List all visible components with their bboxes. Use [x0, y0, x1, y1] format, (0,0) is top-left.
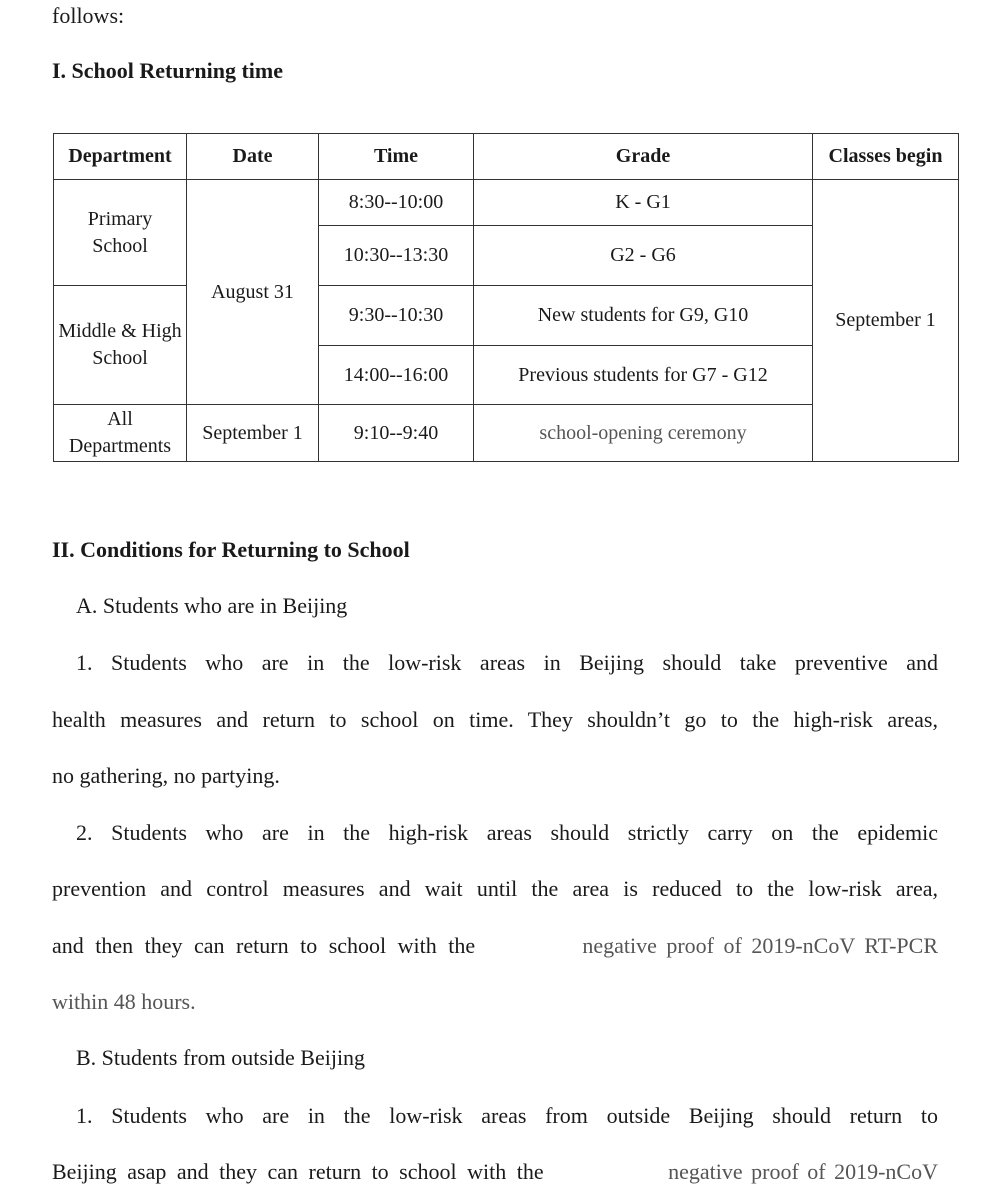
grade-cell: Previous students for G7 - G12	[474, 346, 813, 405]
paragraph-b1-line-1: 1. Students who are in the low-risk areas from outside Beijing should return to	[76, 1103, 938, 1128]
grade-cell: school-opening ceremony	[474, 405, 813, 462]
time-cell: 14:00--16:00	[319, 346, 474, 405]
header-classes-begin: Classes begin	[813, 134, 959, 180]
time-cell: 8:30--10:00	[319, 180, 474, 226]
time-cell: 9:30--10:30	[319, 286, 474, 346]
classes-begin-cell: September 1	[813, 180, 959, 462]
dept-middle-high-school: Middle & High School	[54, 286, 187, 405]
header-department: Department	[54, 134, 187, 180]
subsection-a-heading: A. Students who are in Beijing	[76, 593, 348, 618]
paragraph-a2-line-3-text: and then they can return to school with the	[52, 933, 476, 958]
paragraph-a1-line-2: health measures and return to school on time. They shouldn’t go to the high-risk areas,	[52, 707, 938, 732]
dept-primary-school: Primary School	[54, 180, 187, 286]
paragraph-a1-line-3: no gathering, no partying.	[52, 763, 280, 788]
header-time: Time	[319, 134, 474, 180]
section-2-heading: II. Conditions for Returning to School	[52, 537, 410, 562]
date-august-31: August 31	[187, 180, 319, 405]
grade-cell: New students for G9, G10	[474, 286, 813, 346]
time-cell: 9:10--9:40	[319, 405, 474, 462]
school-returning-time-table	[53, 133, 959, 462]
paragraph-b1-line-2	[52, 1161, 938, 1183]
paragraph-a2-line-3-highlight: negative proof of 2019-nCoV RT-PCR	[582, 933, 938, 958]
paragraph-a1-line-1: 1. Students who are in the low-risk areas in Beijing should take preventive and	[76, 650, 938, 675]
intro-tail-text: follows:	[52, 3, 125, 28]
paragraph-a2-line-3	[52, 935, 938, 957]
table-header-row	[54, 134, 959, 180]
date-september-1: September 1	[187, 405, 319, 462]
paragraph-a2-line-4: within 48 hours.	[52, 989, 196, 1014]
section-1-heading: I. School Returning time	[52, 58, 283, 83]
grade-cell: G2 - G6	[474, 226, 813, 286]
table-row	[54, 180, 959, 226]
paragraph-b1-line-2-text: Beijing asap and they can return to school with the	[52, 1159, 544, 1184]
paragraph-b1-line-2-highlight: negative proof of 2019-nCoV	[668, 1159, 938, 1184]
grade-cell: K - G1	[474, 180, 813, 226]
header-grade: Grade	[474, 134, 813, 180]
paragraph-a2-line-1: 2. Students who are in the high-risk areas should strictly carry on the epidemic	[76, 820, 938, 845]
header-date: Date	[187, 134, 319, 180]
time-cell: 10:30--13:30	[319, 226, 474, 286]
dept-all-departments: All Departments	[54, 405, 187, 462]
paragraph-a2-line-2: prevention and control measures and wait until the area is reduced to the low-risk area,	[52, 876, 938, 901]
subsection-b-heading: B. Students from outside Beijing	[76, 1045, 366, 1070]
